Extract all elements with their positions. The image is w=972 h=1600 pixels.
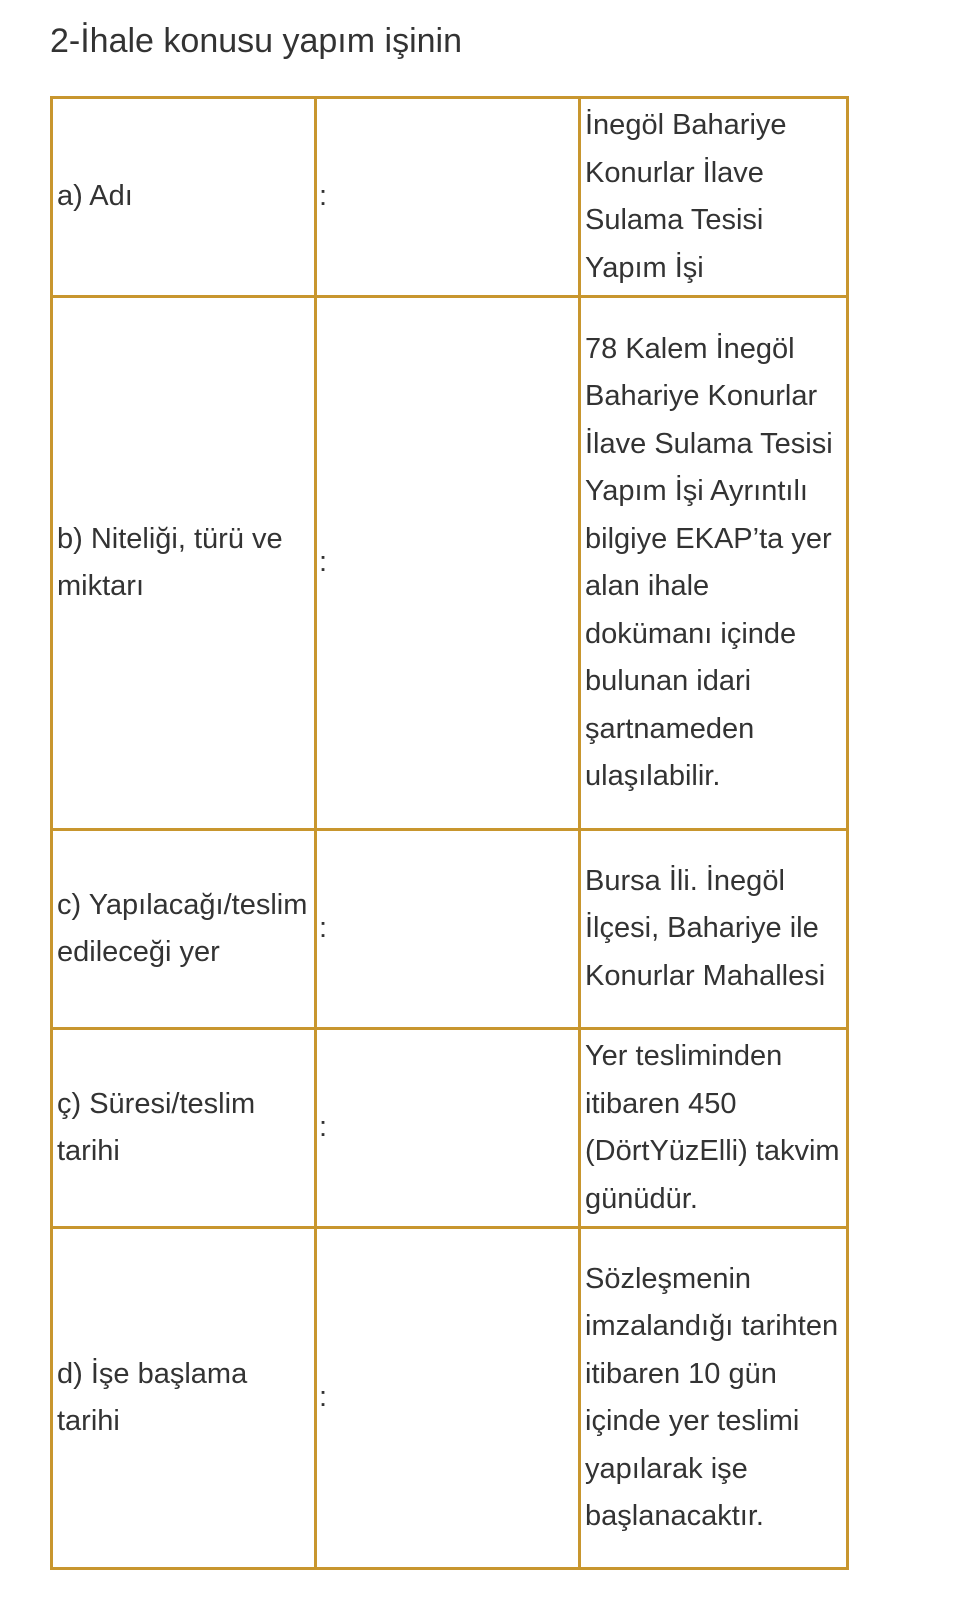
- row-label: d) İşe başlama tarihi: [52, 1228, 316, 1569]
- row-separator: :: [316, 297, 580, 830]
- table-row-start-date: [52, 1228, 848, 1569]
- row-label: c) Yapılacağı/teslim edileceği yer: [52, 830, 316, 1029]
- table-row-name: [52, 98, 848, 297]
- row-value: İnegöl Bahariye Konurlar İlave Sulama Tesisi Yapım İşi: [580, 98, 848, 297]
- table-row-type-quantity: [52, 297, 848, 830]
- row-value: Yer tesliminden itibaren 450 (DörtYüzElli) takvim günüdür.: [580, 1029, 848, 1228]
- row-value: Sözleşmenin imzalandığı tarihten itibaren 10 gün içinde yer teslimi yapılarak işe başlanacaktır.: [580, 1228, 848, 1569]
- row-separator: :: [316, 98, 580, 297]
- row-separator: :: [316, 1029, 580, 1228]
- row-separator: :: [316, 830, 580, 1029]
- section-title: 2-İhale konusu yapım işinin: [50, 22, 463, 60]
- row-value: 78 Kalem İnegöl Bahariye Konurlar İlave Sulama Tesisi Yapım İşi Ayrıntılı bilgiye EKAP’ta yer alan ihale dokümanı içinde bulunan idari şartnameden ulaşılabilir.: [580, 297, 848, 830]
- table-row-duration: [52, 1029, 848, 1228]
- row-label: ç) Süresi/teslim tarihi: [52, 1029, 316, 1228]
- row-separator: :: [316, 1228, 580, 1569]
- row-label: a) Adı: [52, 98, 316, 297]
- tender-info-table: [50, 96, 849, 1570]
- row-value: Bursa İli. İnegöl İlçesi, Bahariye ile Konurlar Mahallesi: [580, 830, 848, 1029]
- table-row-location: [52, 830, 848, 1029]
- row-label: b) Niteliği, türü ve miktarı: [52, 297, 316, 830]
